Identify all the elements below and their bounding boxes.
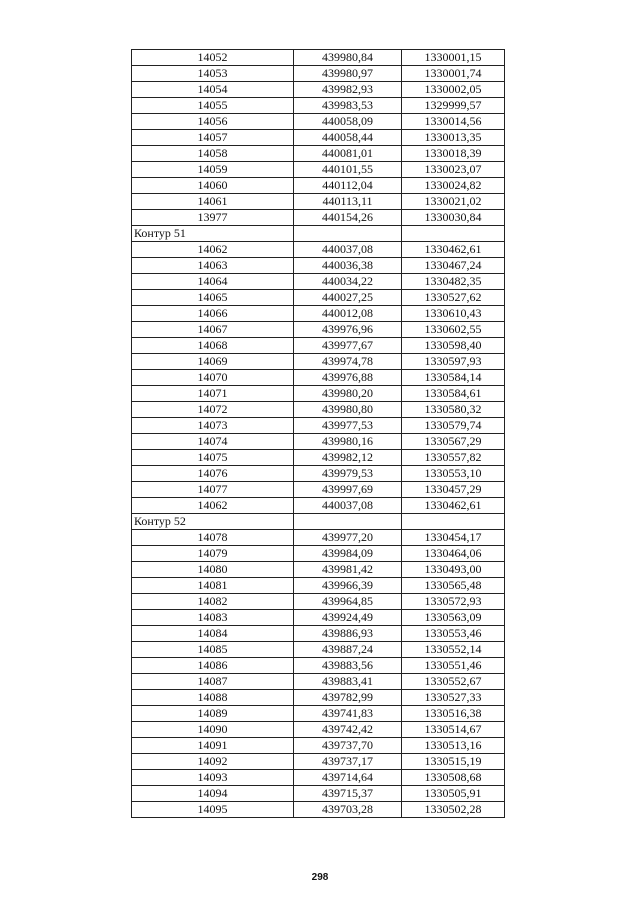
table-row (132, 258, 505, 274)
y-coordinate-cell: 1330557,82 (402, 450, 505, 466)
x-coordinate-cell: 439977,53 (294, 418, 402, 434)
y-coordinate-cell: 1330457,29 (402, 482, 505, 498)
page-number: 298 (311, 872, 329, 883)
table-row (132, 450, 505, 466)
y-coordinate-cell: 1330602,55 (402, 322, 505, 338)
point-id-cell: 14080 (132, 562, 294, 578)
y-coordinate-cell: 1330013,35 (402, 130, 505, 146)
y-coordinate-cell: 1330572,93 (402, 594, 505, 610)
x-coordinate-cell: 440012,08 (294, 306, 402, 322)
table-row (132, 562, 505, 578)
table-row (132, 738, 505, 754)
point-id-cell: 14069 (132, 354, 294, 370)
x-coordinate-cell: 439981,42 (294, 562, 402, 578)
y-coordinate-cell: 1330563,09 (402, 610, 505, 626)
y-coordinate-cell: 1330598,40 (402, 338, 505, 354)
table-row (132, 802, 505, 818)
point-id-cell: 14090 (132, 722, 294, 738)
point-id-cell: 14075 (132, 450, 294, 466)
x-coordinate-cell: 439983,53 (294, 98, 402, 114)
y-coordinate-cell: 1330527,62 (402, 290, 505, 306)
x-coordinate-cell: 439741,83 (294, 706, 402, 722)
y-coordinate-cell: 1330482,35 (402, 274, 505, 290)
table-row (132, 770, 505, 786)
table-row (132, 66, 505, 82)
table-row (132, 242, 505, 258)
x-coordinate-cell: 439997,69 (294, 482, 402, 498)
table-row (132, 210, 505, 226)
table-row (132, 354, 505, 370)
point-id-cell: 14059 (132, 162, 294, 178)
table-row (132, 322, 505, 338)
y-coordinate-cell: 1330493,00 (402, 562, 505, 578)
table-row (132, 306, 505, 322)
x-coordinate-cell: 439980,80 (294, 402, 402, 418)
point-id-cell: 14066 (132, 306, 294, 322)
table-row (132, 290, 505, 306)
point-id-cell: 14070 (132, 370, 294, 386)
table-row (132, 162, 505, 178)
y-coordinate-cell: 1330580,32 (402, 402, 505, 418)
y-coordinate-cell (402, 514, 505, 530)
section-label-cell: Контур 51 (132, 226, 294, 242)
point-id-cell: 14074 (132, 434, 294, 450)
x-coordinate-cell: 440058,09 (294, 114, 402, 130)
x-coordinate-cell: 439977,20 (294, 530, 402, 546)
x-coordinate-cell: 439984,09 (294, 546, 402, 562)
x-coordinate-cell: 439964,85 (294, 594, 402, 610)
table-row (132, 690, 505, 706)
x-coordinate-cell: 439980,97 (294, 66, 402, 82)
x-coordinate-cell: 440101,55 (294, 162, 402, 178)
table-row (132, 674, 505, 690)
x-coordinate-cell: 439703,28 (294, 802, 402, 818)
y-coordinate-cell: 1330552,67 (402, 674, 505, 690)
table-row (132, 546, 505, 562)
table-row (132, 178, 505, 194)
x-coordinate-cell: 440113,11 (294, 194, 402, 210)
table-row (132, 82, 505, 98)
point-id-cell: 14089 (132, 706, 294, 722)
table-row (132, 610, 505, 626)
y-coordinate-cell: 1330584,61 (402, 386, 505, 402)
point-id-cell: 14056 (132, 114, 294, 130)
section-header-row (132, 226, 505, 242)
x-coordinate-cell: 440027,25 (294, 290, 402, 306)
y-coordinate-cell: 1330584,14 (402, 370, 505, 386)
table-row (132, 98, 505, 114)
x-coordinate-cell: 439980,20 (294, 386, 402, 402)
y-coordinate-cell: 1330462,61 (402, 498, 505, 514)
x-coordinate-cell: 439976,88 (294, 370, 402, 386)
x-coordinate-cell: 440037,08 (294, 498, 402, 514)
y-coordinate-cell: 1330610,43 (402, 306, 505, 322)
point-id-cell: 14077 (132, 482, 294, 498)
point-id-cell: 14078 (132, 530, 294, 546)
table-row (132, 722, 505, 738)
x-coordinate-cell: 439782,99 (294, 690, 402, 706)
point-id-cell: 14095 (132, 802, 294, 818)
table-row (132, 402, 505, 418)
point-id-cell: 13977 (132, 210, 294, 226)
point-id-cell: 14067 (132, 322, 294, 338)
y-coordinate-cell: 1330551,46 (402, 658, 505, 674)
table-row (132, 434, 505, 450)
point-id-cell: 14064 (132, 274, 294, 290)
table-row (132, 658, 505, 674)
point-id-cell: 14072 (132, 402, 294, 418)
y-coordinate-cell: 1330001,15 (402, 50, 505, 66)
point-id-cell: 14086 (132, 658, 294, 674)
table-row (132, 754, 505, 770)
table-row (132, 786, 505, 802)
section-header-row (132, 514, 505, 530)
table-row (132, 466, 505, 482)
x-coordinate-cell: 439966,39 (294, 578, 402, 594)
table-row (132, 498, 505, 514)
x-coordinate-cell: 439886,93 (294, 626, 402, 642)
x-coordinate-cell: 439887,24 (294, 642, 402, 658)
table-row (132, 418, 505, 434)
table-row (132, 146, 505, 162)
point-id-cell: 14065 (132, 290, 294, 306)
y-coordinate-cell: 1330508,68 (402, 770, 505, 786)
y-coordinate-cell: 1330505,91 (402, 786, 505, 802)
table-row (132, 50, 505, 66)
y-coordinate-cell: 1330527,33 (402, 690, 505, 706)
point-id-cell: 14076 (132, 466, 294, 482)
y-coordinate-cell: 1330515,19 (402, 754, 505, 770)
y-coordinate-cell: 1330513,16 (402, 738, 505, 754)
point-id-cell: 14060 (132, 178, 294, 194)
y-coordinate-cell: 1330018,39 (402, 146, 505, 162)
x-coordinate-cell: 439883,56 (294, 658, 402, 674)
x-coordinate-cell: 439737,70 (294, 738, 402, 754)
table-row (132, 338, 505, 354)
point-id-cell: 14094 (132, 786, 294, 802)
x-coordinate-cell: 439737,17 (294, 754, 402, 770)
x-coordinate-cell: 439715,37 (294, 786, 402, 802)
table-row (132, 274, 505, 290)
point-id-cell: 14085 (132, 642, 294, 658)
y-coordinate-cell: 1330553,46 (402, 626, 505, 642)
table-row (132, 530, 505, 546)
point-id-cell: 14093 (132, 770, 294, 786)
section-label-cell: Контур 52 (132, 514, 294, 530)
point-id-cell: 14087 (132, 674, 294, 690)
y-coordinate-cell: 1330567,29 (402, 434, 505, 450)
table-row (132, 578, 505, 594)
point-id-cell: 14068 (132, 338, 294, 354)
y-coordinate-cell: 1330579,74 (402, 418, 505, 434)
table-row (132, 194, 505, 210)
x-coordinate-cell: 440037,08 (294, 242, 402, 258)
point-id-cell: 14071 (132, 386, 294, 402)
y-coordinate-cell: 1330024,82 (402, 178, 505, 194)
point-id-cell: 14088 (132, 690, 294, 706)
y-coordinate-cell: 1330454,17 (402, 530, 505, 546)
y-coordinate-cell: 1330597,93 (402, 354, 505, 370)
table-row (132, 642, 505, 658)
x-coordinate-cell: 439980,84 (294, 50, 402, 66)
x-coordinate-cell: 439980,16 (294, 434, 402, 450)
x-coordinate-cell: 440112,04 (294, 178, 402, 194)
point-id-cell: 14052 (132, 50, 294, 66)
table-row (132, 626, 505, 642)
y-coordinate-cell: 1330030,84 (402, 210, 505, 226)
table-row (132, 386, 505, 402)
point-id-cell: 14091 (132, 738, 294, 754)
y-coordinate-cell: 1330002,05 (402, 82, 505, 98)
point-id-cell: 14061 (132, 194, 294, 210)
point-id-cell: 14053 (132, 66, 294, 82)
y-coordinate-cell: 1330514,67 (402, 722, 505, 738)
x-coordinate-cell (294, 514, 402, 530)
point-id-cell: 14092 (132, 754, 294, 770)
x-coordinate-cell: 439742,42 (294, 722, 402, 738)
y-coordinate-cell: 1330467,24 (402, 258, 505, 274)
y-coordinate-cell: 1330552,14 (402, 642, 505, 658)
point-id-cell: 14054 (132, 82, 294, 98)
point-id-cell: 14084 (132, 626, 294, 642)
y-coordinate-cell: 1330001,74 (402, 66, 505, 82)
y-coordinate-cell: 1329999,57 (402, 98, 505, 114)
point-id-cell: 14063 (132, 258, 294, 274)
coordinates-table (131, 49, 505, 818)
point-id-cell: 14057 (132, 130, 294, 146)
point-id-cell: 14082 (132, 594, 294, 610)
point-id-cell: 14079 (132, 546, 294, 562)
x-coordinate-cell: 439974,78 (294, 354, 402, 370)
x-coordinate-cell: 440058,44 (294, 130, 402, 146)
y-coordinate-cell: 1330464,06 (402, 546, 505, 562)
y-coordinate-cell (402, 226, 505, 242)
coordinates-table-body (132, 50, 505, 818)
x-coordinate-cell: 439883,41 (294, 674, 402, 690)
point-id-cell: 14073 (132, 418, 294, 434)
x-coordinate-cell: 439714,64 (294, 770, 402, 786)
table-row (132, 594, 505, 610)
table-row (132, 114, 505, 130)
x-coordinate-cell: 440036,38 (294, 258, 402, 274)
point-id-cell: 14083 (132, 610, 294, 626)
table-row (132, 130, 505, 146)
y-coordinate-cell: 1330462,61 (402, 242, 505, 258)
point-id-cell: 14058 (132, 146, 294, 162)
x-coordinate-cell: 439982,93 (294, 82, 402, 98)
table-row (132, 706, 505, 722)
table-row (132, 370, 505, 386)
point-id-cell: 14062 (132, 242, 294, 258)
point-id-cell: 14081 (132, 578, 294, 594)
x-coordinate-cell: 439976,96 (294, 322, 402, 338)
x-coordinate-cell: 439979,53 (294, 466, 402, 482)
y-coordinate-cell: 1330014,56 (402, 114, 505, 130)
x-coordinate-cell: 439924,49 (294, 610, 402, 626)
y-coordinate-cell: 1330023,07 (402, 162, 505, 178)
point-id-cell: 14062 (132, 498, 294, 514)
y-coordinate-cell: 1330502,28 (402, 802, 505, 818)
table-row (132, 482, 505, 498)
x-coordinate-cell: 439977,67 (294, 338, 402, 354)
x-coordinate-cell: 439982,12 (294, 450, 402, 466)
x-coordinate-cell: 440034,22 (294, 274, 402, 290)
point-id-cell: 14055 (132, 98, 294, 114)
y-coordinate-cell: 1330565,48 (402, 578, 505, 594)
y-coordinate-cell: 1330516,38 (402, 706, 505, 722)
y-coordinate-cell: 1330553,10 (402, 466, 505, 482)
y-coordinate-cell: 1330021,02 (402, 194, 505, 210)
x-coordinate-cell (294, 226, 402, 242)
x-coordinate-cell: 440154,26 (294, 210, 402, 226)
x-coordinate-cell: 440081,01 (294, 146, 402, 162)
